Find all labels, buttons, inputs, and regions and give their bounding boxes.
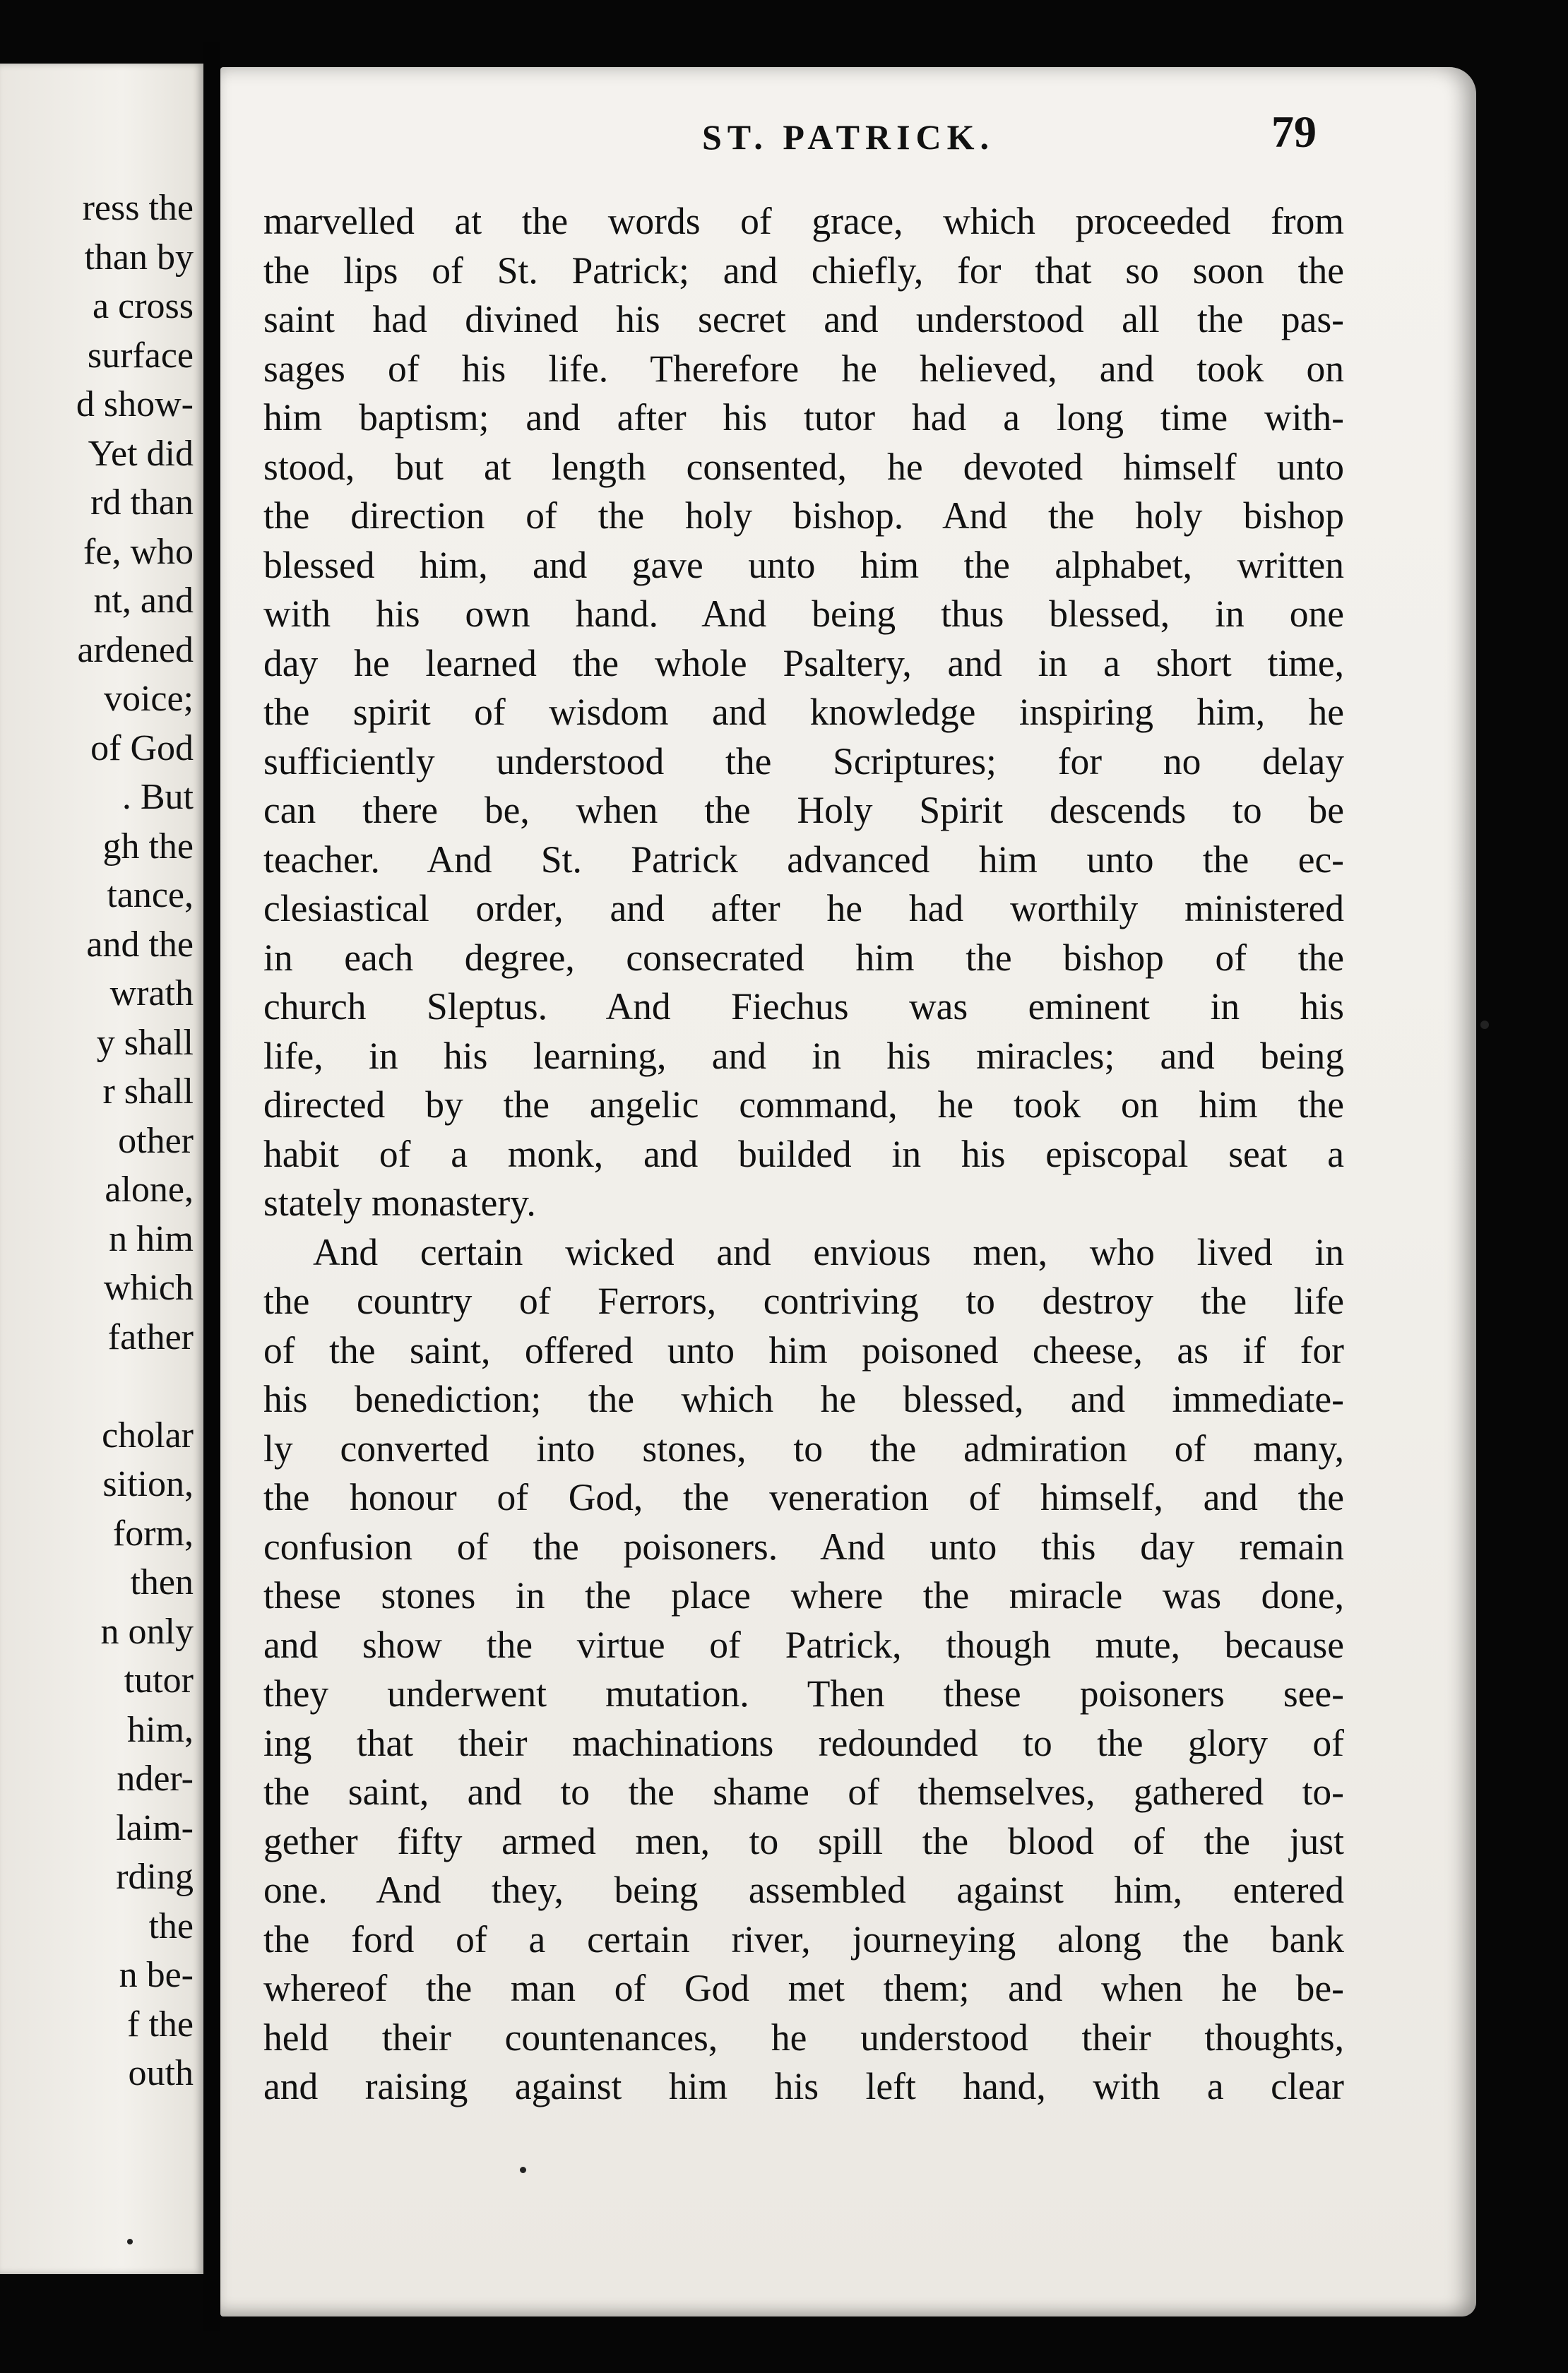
body-line: confusion of the poisoners. And unto this day remain	[263, 1525, 1344, 1568]
body-line: day he learned the whole Psaltery, and in a short time,	[263, 641, 1344, 684]
scan-speck	[1480, 1021, 1489, 1029]
body-line: the ford of a certain river, journeying along the bank	[263, 1917, 1344, 1961]
left-line: gh the	[102, 826, 194, 867]
paragraph-start-line: And certain wicked and envious men, who lived in	[313, 1230, 1344, 1273]
left-page-text	[76, 184, 194, 2098]
left-line: r shall	[102, 1071, 194, 1112]
body-line: can there be, when the Holy Spirit descends to be	[263, 789, 1344, 831]
left-line: d show-	[76, 384, 194, 424]
body-line: sufficiently understood the Scriptures; for no delay	[263, 739, 1344, 783]
body-line: the spirit of wisdom and knowledge inspiring him, he	[263, 691, 1344, 733]
left-line: wrath	[109, 973, 194, 1013]
left-line: which	[103, 1268, 194, 1308]
body-line: in each degree, consecrated him the bishop of the	[263, 936, 1344, 979]
left-line: surface	[87, 335, 194, 376]
left-line: ress the	[82, 188, 194, 228]
left-line: of God	[90, 727, 194, 768]
left-line: other	[118, 1120, 194, 1161]
body-line: of the saint, offered unto him poisoned cheese, as if for	[263, 1328, 1344, 1372]
left-line: y shall	[96, 1022, 194, 1063]
body-line: blessed him, and gave unto him the alphabet, written	[263, 543, 1344, 586]
left-line: and the	[86, 924, 194, 965]
body-line: teacher. And St. Patrick advanced him unto the ec-	[263, 838, 1344, 881]
left-line: a cross	[93, 286, 194, 326]
body-line: held their countenances, he understood their thoughts,	[263, 2016, 1344, 2059]
left-line: n be-	[119, 1955, 194, 1995]
left-line: fe, who	[83, 531, 194, 572]
left-line: outh	[128, 2053, 194, 2093]
body-line: the lips of St. Patrick; and chiefly, for that so soon the	[263, 249, 1344, 292]
left-line: cholar	[102, 1415, 194, 1456]
left-line: f the	[127, 2004, 194, 2045]
body-line: they underwent mutation. Then these poisoners see-	[263, 1672, 1344, 1715]
body-line: habit of a monk, and builded in his episcopal seat a	[263, 1132, 1344, 1175]
left-line: than by	[84, 237, 194, 278]
left-line: n him	[109, 1218, 194, 1259]
body-line: his benediction; the which he blessed, and immediate-	[263, 1378, 1344, 1420]
body-line: him baptism; and after his tutor had a long time with-	[263, 396, 1344, 439]
page-gutter	[203, 42, 220, 2331]
left-line: nder-	[117, 1759, 194, 1799]
left-page-fragment	[0, 64, 203, 2274]
page-body-text	[263, 197, 1344, 2112]
body-line: the saint, and to the shame of themselves, gathered to-	[263, 1771, 1344, 1813]
left-line: tutor	[124, 1660, 194, 1701]
left-line: him,	[127, 1709, 194, 1750]
body-line: whereof the man of God met them; and when he be-	[263, 1967, 1344, 2009]
body-line: clesiastical order, and after he had worthily ministered	[263, 887, 1344, 929]
left-line	[76, 1362, 194, 1411]
scan-speck	[127, 2239, 133, 2244]
left-line: form,	[112, 1513, 194, 1554]
body-line: the country of Ferrors, contriving to destroy the life	[263, 1280, 1344, 1322]
running-head: ST. PATRICK.	[701, 117, 995, 157]
left-line: nt, and	[93, 581, 194, 621]
body-line: ing that their machinations redounded to the glory of	[263, 1721, 1344, 1764]
body-line: and show the virtue of Patrick, though mute, because	[263, 1623, 1344, 1666]
body-line: life, in his learning, and in his miracles; and being	[263, 1034, 1344, 1077]
left-line: rding	[116, 1857, 194, 1897]
body-line: sages of his life. Therefore he helieved, and took on	[263, 347, 1344, 390]
paragraph-end-line: stately monastery.	[263, 1182, 536, 1224]
left-line: sition,	[102, 1464, 194, 1504]
body-line: saint had divined his secret and understood all the pas-	[263, 298, 1344, 340]
body-line: the honour of God, the veneration of himself, and the	[263, 1476, 1344, 1518]
body-line: the direction of the holy bishop. And the holy bishop	[263, 494, 1344, 537]
left-line: alone,	[105, 1170, 194, 1210]
body-line: stood, but at length consented, he devoted himself unto	[263, 445, 1344, 488]
body-line: one. And they, being assembled against him, entered	[263, 1869, 1344, 1911]
left-line: laim-	[116, 1807, 194, 1848]
left-line: . But	[121, 777, 194, 817]
left-line: ardened	[77, 629, 194, 670]
scan-speck	[520, 2167, 526, 2173]
left-line: the	[148, 1905, 194, 1946]
left-line: voice;	[103, 679, 194, 719]
left-line: n only	[100, 1611, 194, 1652]
body-line: with his own hand. And being thus blessed, in one	[263, 593, 1344, 635]
left-line: father	[107, 1316, 194, 1357]
body-line: these stones in the place where the miracle was done,	[263, 1574, 1344, 1617]
body-line: directed by the angelic command, he took on him the	[263, 1083, 1344, 1126]
page-number: 79	[1271, 107, 1317, 157]
body-line: church Sleptus. And Fiechus was eminent in his	[263, 985, 1344, 1028]
body-line: and raising against him his left hand, with a clear	[263, 2065, 1344, 2107]
left-line: then	[130, 1562, 194, 1602]
left-line: rd than	[90, 482, 194, 523]
body-line: gether fifty armed men, to spill the blood of the just	[263, 1819, 1344, 1862]
body-line: ly converted into stones, to the admiration of many,	[263, 1427, 1344, 1470]
body-line: marvelled at the words of grace, which proceeded from	[263, 200, 1344, 242]
left-line: Yet did	[88, 433, 194, 474]
left-line: tance,	[107, 875, 194, 915]
